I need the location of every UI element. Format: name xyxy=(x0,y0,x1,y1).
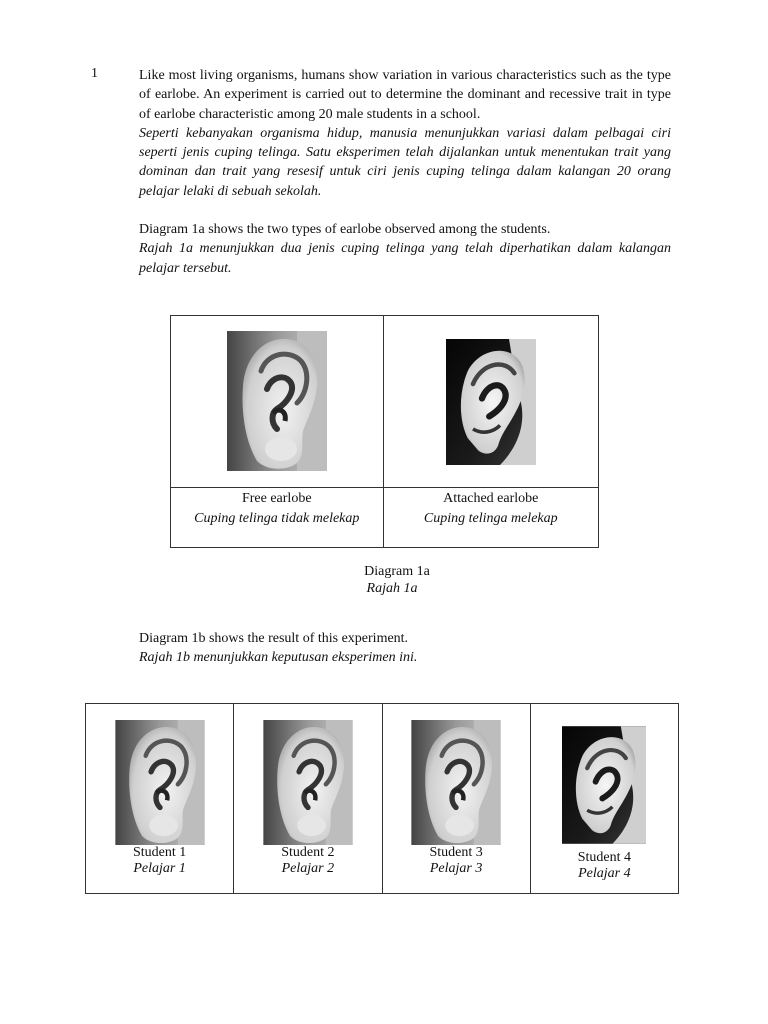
student-3-label-malay: Pelajar 3 xyxy=(429,861,483,876)
student-2-earlobe-photo-icon xyxy=(262,720,354,845)
student-3-label-english: Student 3 xyxy=(429,845,483,860)
student-2-label-english: Student 2 xyxy=(281,845,335,860)
student-1-label xyxy=(86,845,233,877)
diagram1a-table xyxy=(170,315,599,548)
student-4-label xyxy=(531,850,678,882)
free-earlobe-image-cell xyxy=(171,316,384,488)
intro-english: Like most living organisms, humans show variation in various characteristics such as the type of earlobe. An experiment is carried out to determine the dominant and recessive trait in type of earlobe characteristic among 20 male students in a school. xyxy=(139,68,671,122)
student-4-earlobe-photo-icon xyxy=(562,720,646,850)
attached-earlobe-label-cell xyxy=(383,488,598,548)
intro-malay: Seperti kebanyakan organisma hidup, manusia menunjukkan variasi dalam pelbagai ciri seperti jenis cuping telinga. Satu eksperimen telah dijalankan untuk menentukan trait yang dominan dan trait yang resesif untuk ciri jenis cuping telinga dalam kalangan 20 orang pelajar lelaki di sebuah sekolah. xyxy=(139,125,671,199)
attached-earlobe-image-cell xyxy=(383,316,598,488)
student-4-label-malay: Pelajar 4 xyxy=(578,866,631,881)
student-1-label-malay: Pelajar 1 xyxy=(133,861,186,876)
student-2-label xyxy=(234,845,381,877)
free-earlobe-photo-icon xyxy=(226,331,328,471)
free-earlobe-label-malay: Cuping telinga tidak melekap xyxy=(194,511,360,526)
question-number: 1 xyxy=(91,66,98,81)
intro-paragraph xyxy=(139,66,671,201)
student-3-cell xyxy=(382,704,530,894)
diagram1b-description xyxy=(139,629,671,668)
attached-earlobe-photo-icon xyxy=(446,332,536,472)
diagram1a-caption xyxy=(297,563,497,597)
free-earlobe-label-cell xyxy=(171,488,384,548)
student-1-cell xyxy=(86,704,234,894)
student-1-label-english: Student 1 xyxy=(132,845,187,860)
student-4-cell xyxy=(530,704,678,894)
student-2-label-malay: Pelajar 2 xyxy=(281,861,335,876)
attached-earlobe-label: Attached earlobe xyxy=(443,491,539,506)
diagram1b-desc-malay: Rajah 1b menunjukkan keputusan eksperimen ini. xyxy=(139,650,418,666)
diagram1a-description xyxy=(139,220,671,278)
student-2-cell xyxy=(234,704,382,894)
diagram1a-caption-malay: Rajah 1a xyxy=(366,581,418,596)
free-earlobe-label: Free earlobe xyxy=(241,491,312,506)
student-3-label xyxy=(383,845,530,877)
diagram1b-desc-english: Diagram 1b shows the result of this experiment. xyxy=(139,631,409,646)
diagram1a-desc-english: Diagram 1a shows the two types of earlobe observed among the students. xyxy=(139,222,551,237)
diagram1b-table xyxy=(85,703,679,894)
student-1-earlobe-photo-icon xyxy=(114,720,206,845)
student-4-label-english: Student 4 xyxy=(577,850,632,865)
attached-earlobe-label-malay: Cuping telinga melekap xyxy=(423,511,558,526)
diagram1a-caption-english: Diagram 1a xyxy=(364,564,430,579)
diagram1a-desc-malay: Rajah 1a menunjukkan dua jenis cuping telinga yang telah diperhatikan dalam kalangan pelajar tersebut. xyxy=(139,241,671,276)
student-3-earlobe-photo-icon xyxy=(410,720,502,845)
